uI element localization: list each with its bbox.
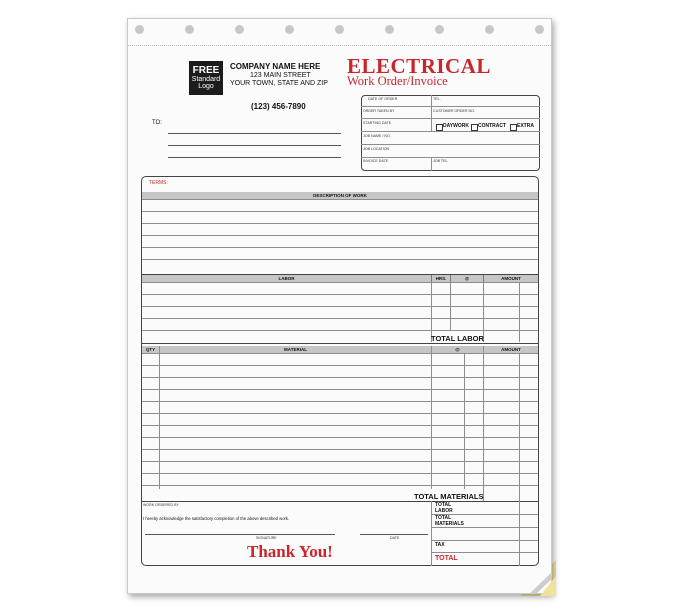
labor-amount-header: AMOUNT — [483, 275, 538, 282]
totals-total-labor: TOTAL LABOR — [435, 502, 453, 514]
table-row-line — [142, 425, 538, 426]
table-row-line — [142, 413, 538, 414]
table-row-line — [142, 377, 538, 378]
tel-label: TEL. — [433, 97, 441, 101]
labor-col-line — [450, 282, 451, 330]
logo-standard: Standard — [191, 76, 221, 83]
info-divider-v — [431, 95, 432, 131]
customer-order-no-label: CUSTOMER ORDER NO. — [433, 109, 475, 113]
table-row-line — [142, 485, 538, 486]
signature-line[interactable] — [145, 534, 335, 535]
info-divider — [361, 131, 540, 132]
daywork-checkbox[interactable] — [436, 124, 443, 131]
description-header: DESCRIPTION OF WORK — [142, 192, 538, 199]
totals-total-materials: TOTAL MATERIALS — [435, 515, 464, 527]
extra-checkbox[interactable] — [510, 124, 517, 131]
labor-hrs-header: HRS. — [431, 275, 450, 282]
totals-line — [431, 527, 538, 528]
info-divider — [361, 106, 540, 107]
total-labor-label: TOTAL LABOR — [431, 334, 484, 343]
table-row-line — [142, 247, 538, 248]
footer-divider — [431, 501, 432, 566]
info-divider-v — [431, 157, 432, 171]
invoice-date-label: INVOICE DATE — [363, 159, 389, 163]
perforation-line — [128, 45, 551, 46]
table-row-line — [142, 318, 538, 319]
order-taken-by-label: ORDER TAKEN BY — [363, 109, 395, 113]
table-row-line — [142, 473, 538, 474]
company-phone: (123) 456-7890 — [251, 102, 306, 111]
totals-line — [431, 552, 538, 553]
table-row-line — [142, 343, 538, 344]
totals-tax: TAX — [435, 542, 445, 548]
labor-col-line — [519, 282, 520, 342]
date-label: DATE — [390, 536, 400, 540]
table-row-line — [142, 223, 538, 224]
table-row-line — [142, 294, 538, 295]
table-row-line — [142, 306, 538, 307]
job-name-label: JOB NAME / NO. — [363, 134, 391, 138]
logo-free: FREE — [192, 65, 220, 76]
total-materials-label: TOTAL MATERIALS — [414, 492, 484, 501]
starting-date-label: STARTING DATE — [363, 121, 392, 125]
punch-hole — [285, 25, 294, 34]
to-line — [168, 157, 341, 158]
logo-logo: Logo — [198, 83, 214, 90]
table-row-line — [142, 389, 538, 390]
punch-hole — [435, 25, 444, 34]
labor-at-header: @ — [450, 275, 483, 282]
totals-line — [431, 540, 538, 541]
materials-col-line — [159, 346, 160, 489]
punch-hole — [235, 25, 244, 34]
info-divider — [361, 144, 540, 145]
info-divider — [361, 118, 540, 119]
materials-qty-header: QTY — [142, 346, 159, 353]
daywork-label: DAYWORK — [443, 123, 469, 129]
punch-hole — [135, 25, 144, 34]
totals-col-line — [519, 501, 520, 566]
table-row-line — [142, 461, 538, 462]
to-line — [168, 145, 341, 146]
totals-total: TOTAL — [435, 555, 458, 562]
company-city: YOUR TOWN, STATE AND ZIP — [230, 80, 328, 87]
table-row-line — [142, 449, 538, 450]
date-line[interactable] — [360, 534, 428, 535]
to-label: TO: — [152, 120, 162, 126]
table-row-line — [142, 401, 538, 402]
table-row-line — [142, 235, 538, 236]
info-divider — [361, 157, 540, 158]
table-row-line — [142, 274, 538, 275]
materials-at-header: @ — [431, 346, 483, 353]
date-of-order-label: DATE OF ORDER — [368, 97, 398, 101]
punch-hole — [535, 25, 544, 34]
table-row-line — [142, 353, 538, 354]
punch-hole — [385, 25, 394, 34]
contract-checkbox[interactable] — [471, 124, 478, 131]
form-subtitle: Work Order/Invoice — [347, 74, 448, 88]
contract-label: CONTRACT — [478, 123, 507, 129]
table-row-line — [142, 437, 538, 438]
punch-hole — [335, 25, 344, 34]
job-tel-label: JOB TEL. — [433, 159, 449, 163]
to-line — [168, 133, 341, 134]
thank-you-text: Thank You! — [247, 542, 333, 561]
labor-col-line — [483, 282, 484, 342]
materials-col-line — [464, 353, 465, 489]
table-row-line — [142, 259, 538, 260]
table-row-line — [142, 365, 538, 366]
punch-hole — [485, 25, 494, 34]
company-street: 123 MAIN STREET — [250, 72, 311, 79]
materials-col-line — [431, 346, 432, 489]
table-row-line — [142, 211, 538, 212]
table-row-line — [142, 330, 538, 331]
signature-label: SIGNATURE — [256, 536, 277, 540]
acknowledge-text: I hereby acknowledge the satisfactory completion of the above described work. — [143, 516, 290, 521]
table-row-line — [142, 282, 538, 283]
company-name: COMPANY NAME HERE — [230, 62, 321, 71]
materials-col-line — [519, 353, 520, 501]
materials-amount-header: AMOUNT — [483, 346, 538, 353]
form-title: ELECTRICAL — [347, 54, 491, 78]
job-location-label: JOB LOCATION — [363, 147, 390, 151]
table-row-line — [142, 501, 538, 502]
table-row-line — [142, 199, 538, 200]
labor-col-line — [431, 282, 432, 342]
labor-header: LABOR — [142, 275, 431, 282]
work-ordered-by-label: WORK ORDERED BY — [143, 503, 179, 507]
terms-label: TERMS: — [149, 180, 168, 186]
company-logo — [189, 61, 223, 95]
materials-col-line — [483, 346, 484, 501]
materials-header: MATERIAL — [159, 346, 431, 353]
punch-hole — [185, 25, 194, 34]
extra-label: EXTRA — [517, 123, 534, 129]
